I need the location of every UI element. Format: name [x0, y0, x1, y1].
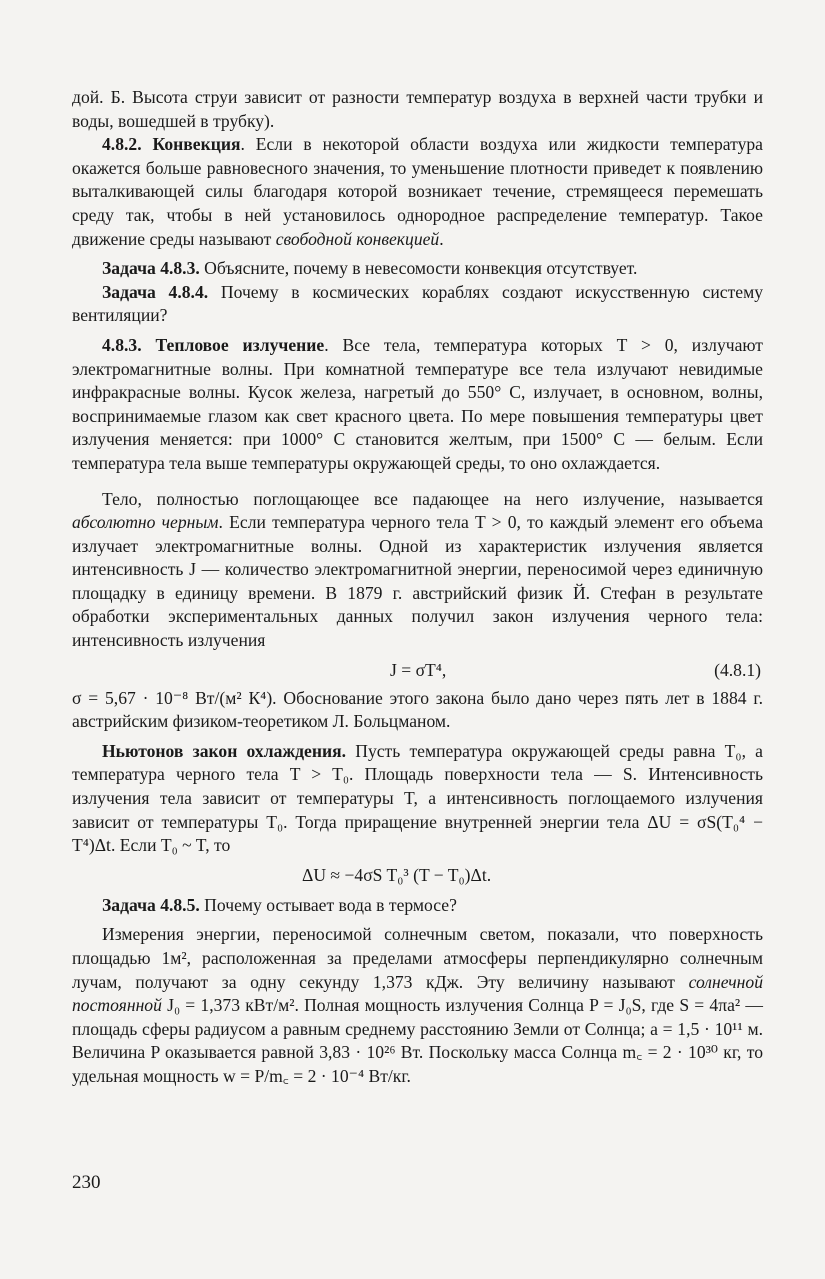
text-part: Тело, полностью поглощающее все падающее на него излучение, называется [102, 488, 763, 509]
task-text: Объясните, почему в невесомости конвекция отсутствует. [199, 258, 638, 279]
term-solar-constant: солнечной постоянной [72, 971, 763, 1016]
text-part: J₀ = 1,373 кВт/м². Полная мощность излучения Солнца P = J₀S, где S = 4πa² — площадь сферы радиусом a равным среднему расстоянию Земли от Солнца; a = 1,5 · 10¹¹ м. Величина P оказывается равной 3,83 · 10²⁶ Вт. Поскольку масса Солнца m꜀ = 2 · 10³⁰ кг, то удельная мощность w = P/m꜀ = 2 · 10⁻⁴ Вт/кг. [72, 995, 763, 1086]
task-4-8-4 [72, 281, 763, 328]
section-text-end: . [439, 228, 444, 249]
paragraph-solar-constant [72, 923, 763, 1088]
section-heading: 4.8.2. Конвекция [102, 134, 241, 155]
equation-delta-u [72, 864, 763, 888]
paragraph-heading: Ньютонов закон охлаждения. [102, 740, 347, 761]
task-heading: Задача 4.8.4. [102, 281, 209, 302]
paragraph-text: Пусть температура окружающей среды равна T₀, а температура черного тела T > T₀. Площадь поверхности тела — S. Интенсивность излучения тела зависит от температуры T, а интенсивность поглощаемого излучения зависит от температуры T₀. Тогда приращение внутренней энергии тела ΔU = σS(T₀⁴ − T⁴)Δt. Если T₀ ~ T, то [72, 740, 763, 856]
section-text: . Если в некоторой области воздуха или жидкости температура окажется больше равновесного значения, то уменьшение плотности приведет к появлению выталкивающей силы благодаря которой возникает течение, стремящееся перемешать среду так, чтобы в ней установилось однородное распределение температур. Такое движение среды называют [72, 134, 763, 249]
equation-number: (4.8.1) [714, 659, 761, 680]
term-free-convection: свободной конвекцией [275, 228, 440, 249]
text-part: Измерения энергии, переносимой солнечным светом, показали, что поверхность площадью 1м², расположенная за пределами атмосферы перпендикулярно солнечным лучам, получают за одну секунду 1,373 кДж. Эту величину называют [72, 924, 763, 992]
section-text: . Все тела, температура которых T > 0, излучают электромагнитные волны. При комнатной температуре все тела излучают невидимые инфракрасные волны. Кусок железа, нагретый до 550° С, излучает, в основном, волны, воспринимаемые глазом как свет красного цвета. По мере повышения температуры цвет излучения меняется: при 1000° С становится желтым, при 1500° С — белым. Если температура тела выше температуры окружающей среды, то оно охлаждается. [72, 334, 763, 473]
section-heading: 4.8.3. Тепловое излучение [102, 334, 325, 355]
task-heading: Задача 4.8.3. [102, 258, 200, 279]
equation-4-8-1 [72, 659, 763, 683]
text-part: . Если температура черного тела T > 0, то каждый элемент его объема излучает электромагнитные волны. Одной из характеристик излучения является интенсивность J — количество электромагнитной энергии, переносимой через единичную площадку в единицу времени. В 1879 г. австрийский физик Й. Стефан в результате обработки экспериментальных данных получил закон излучения черного тела: интенсивность излучения [72, 512, 764, 651]
equation-formula: J = σT⁴, [390, 659, 447, 680]
section-thermal-radiation [72, 334, 763, 476]
equation-formula: ΔU ≈ −4σS T₀³ (T − T₀)Δt. [302, 864, 492, 885]
task-4-8-3 [72, 257, 763, 281]
paragraph-newton-cooling [72, 740, 763, 858]
paragraph-black-body [72, 488, 763, 653]
term-black-body: абсолютно черным [72, 512, 219, 533]
task-text: Почему остывает вода в термосе? [199, 894, 457, 915]
task-text: Почему в космических кораблях создают искусственную систему вентиляции? [72, 281, 763, 326]
task-heading: Задача 4.8.5. [102, 894, 200, 915]
task-4-8-5 [72, 894, 763, 918]
section-convection [72, 133, 763, 251]
page-number: 230 [72, 1172, 101, 1193]
paragraph-continuation: дой. Б. Высота струи зависит от разности температур воздуха в верхней части трубки и воды, вошедшей в трубку). [72, 87, 763, 131]
paragraph-sigma: σ = 5,67 · 10⁻⁸ Вт/(м² К⁴). Обоснование этого закона было дано через пять лет в 1884 г. австрийским физиком-теоретиком Л. Больцманом. [72, 687, 763, 732]
